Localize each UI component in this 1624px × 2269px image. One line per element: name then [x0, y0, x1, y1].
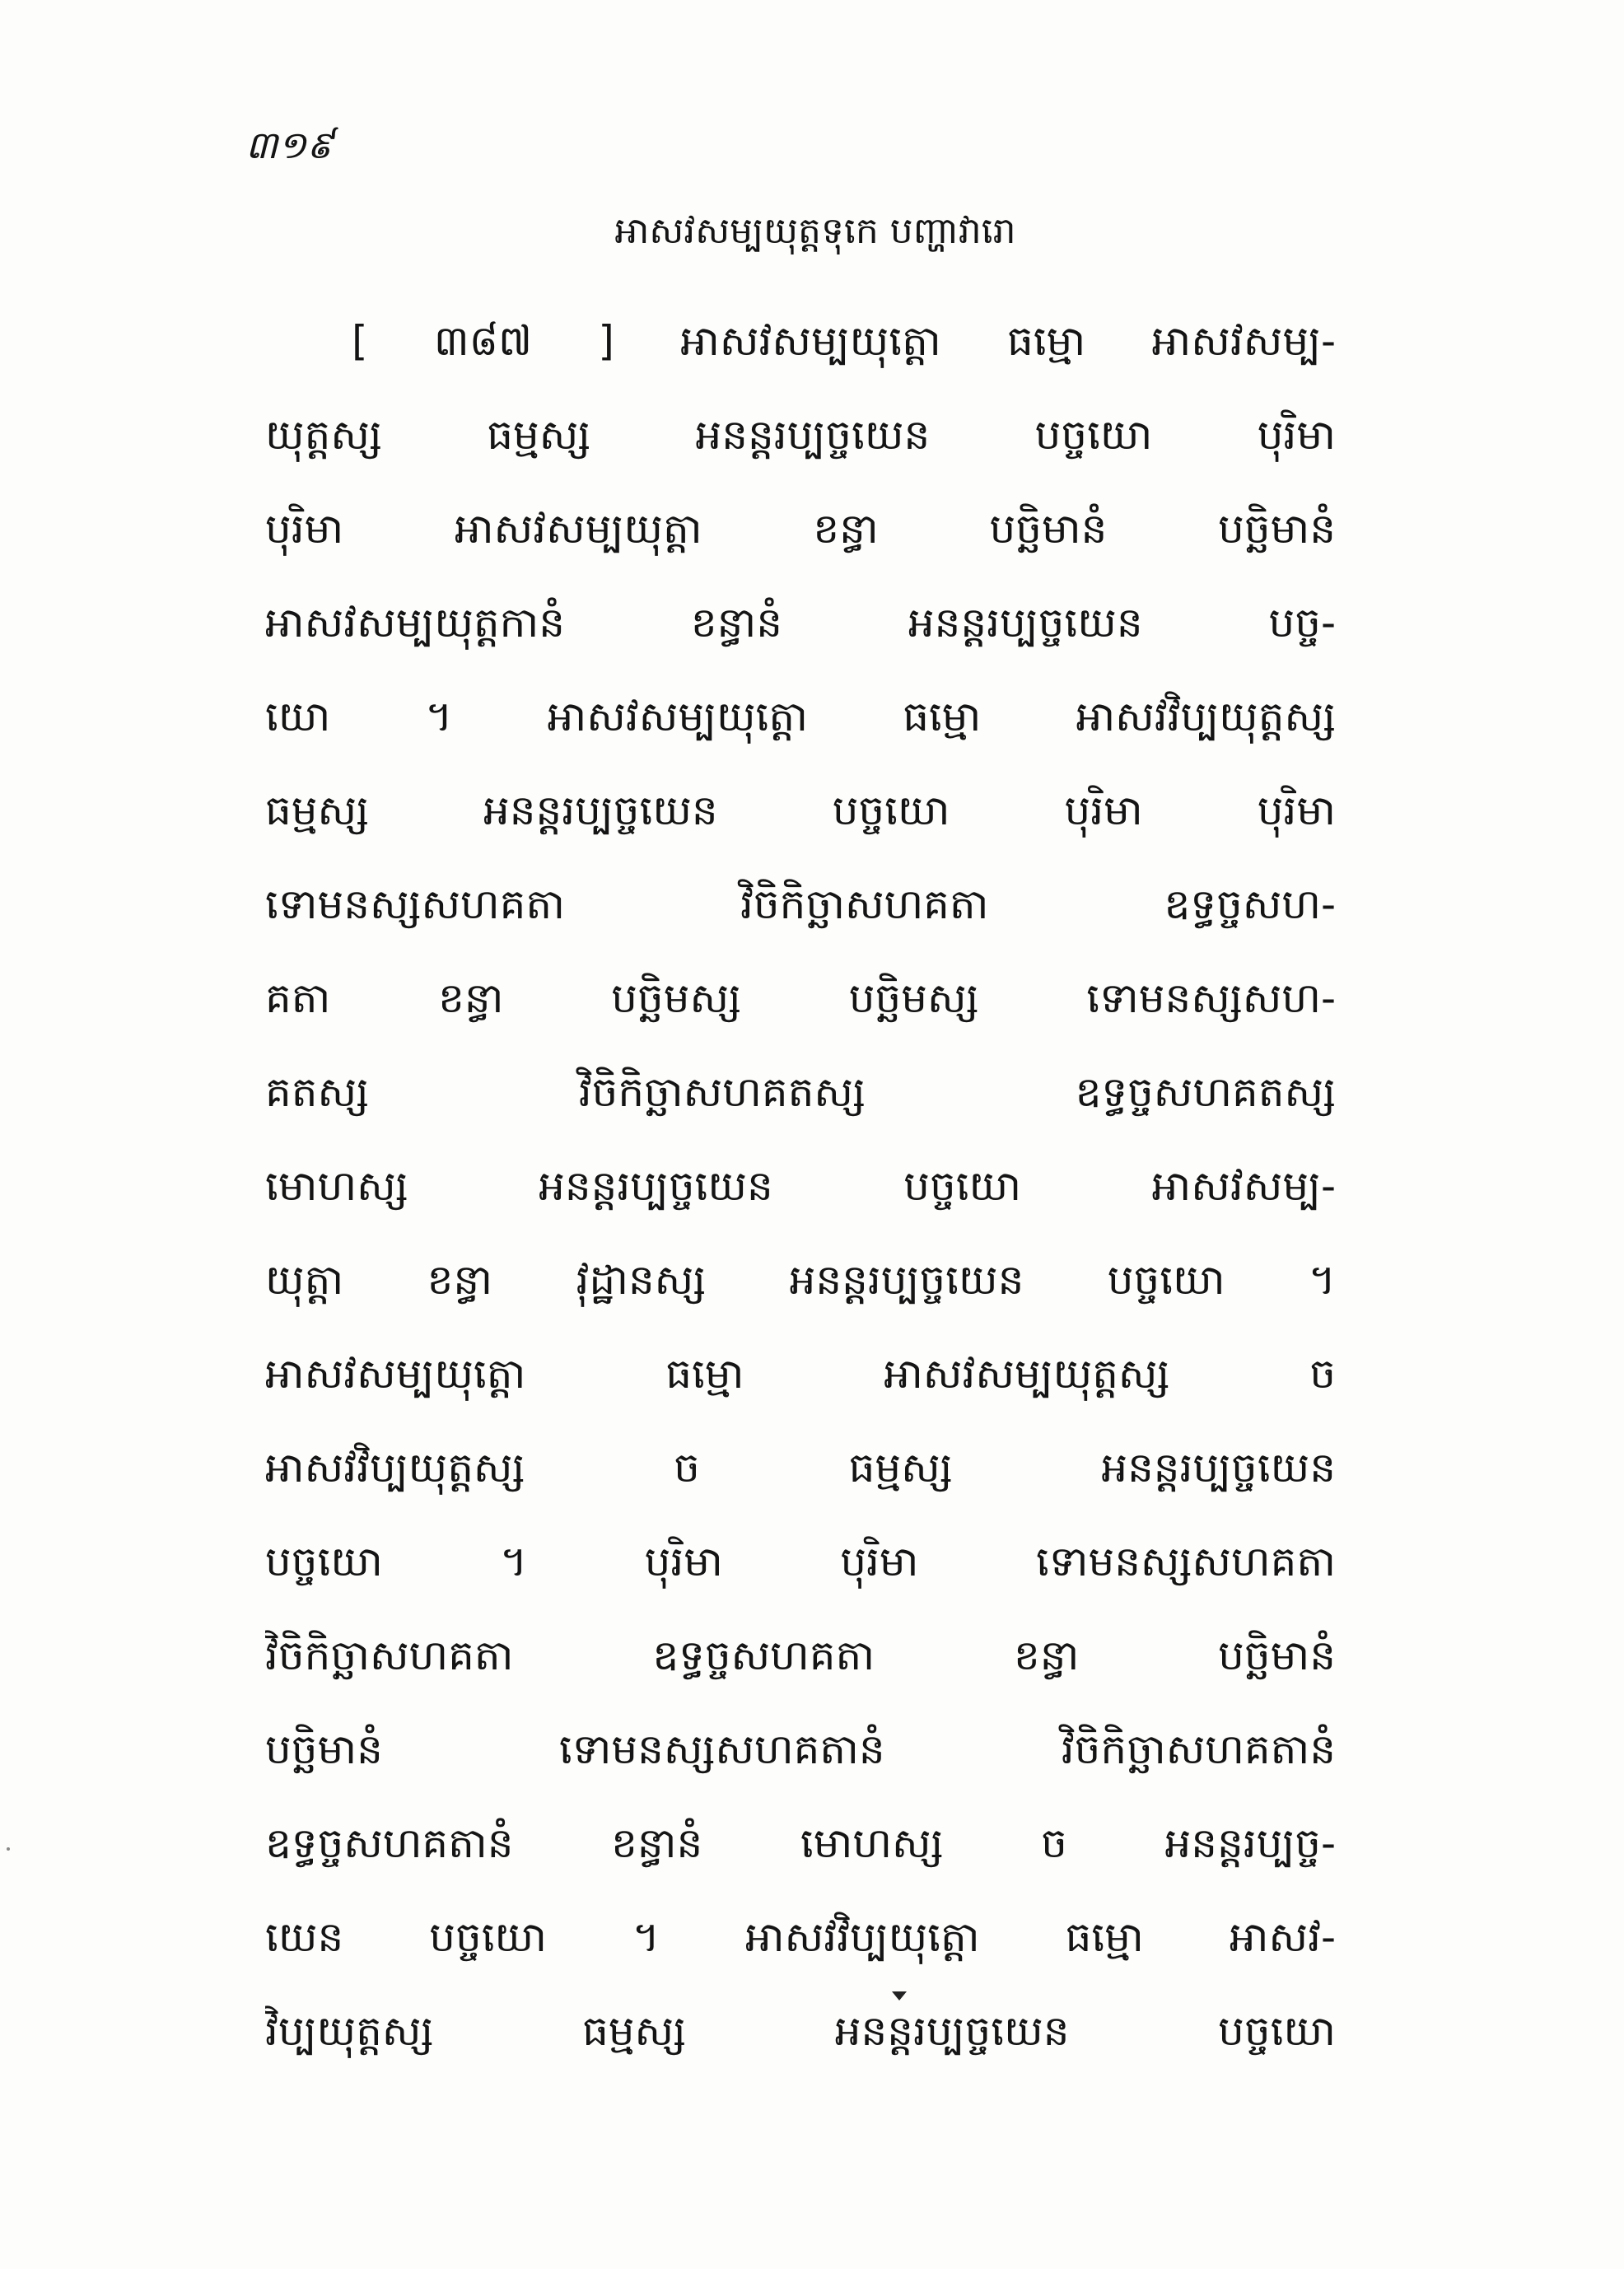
text-line: អាសវសម្បយុត្តកានំ ខន្ធានំ អនន្តរប្បច្ចយេន បច្ច- [265, 599, 1336, 647]
scan-dot [7, 1847, 10, 1851]
text-line: បច្ឆិមានំ ទោមនស្សសហគតានំ វិចិកិច្ឆាសហគតានំ [265, 1725, 1336, 1773]
text-line: [ ៣៨៧ ] អាសវសម្បយុត្តោ ធម្មោ អាសវសម្ប- [352, 317, 1336, 365]
text-line: យោ ។ អាសវសម្បយុត្តោ ធម្មោ អាសវវិប្បយុត្តស្ស [265, 693, 1336, 740]
scan-mark-icon [892, 1991, 907, 2001]
text-line: ឧទ្ធច្ចសហគតានំ ខន្ធានំ មោហស្ស ច អនន្តរប្បច្ច- [265, 1819, 1336, 1867]
section-heading: អាសវសម្បយុត្តទុកេ បញ្ហាវារោ [614, 210, 1016, 252]
text-line: ទោមនស្សសហគតា វិចិកិច្ឆាសហគតា ឧទ្ធច្ចសហ- [265, 880, 1336, 928]
text-line: យេន បច្ចយោ ។ អាសវវិប្បយុត្តោ ធម្មោ អាសវ- [265, 1913, 1336, 1961]
text-line: អាសវវិប្បយុត្តស្ស ច ធម្មស្ស អនន្តរប្បច្ចយេន [265, 1444, 1336, 1492]
text-line: ធម្មស្ស អនន្តរប្បច្ចយេន បច្ចយោ បុរិមា បុរិមា [265, 787, 1336, 834]
text-line: បុរិមា អាសវសម្បយុត្តា ខន្ធា បច្ឆិមានំ បច្ឆិមានំ [265, 505, 1336, 553]
text-line: មោហស្ស អនន្តរប្បច្ចយេន បច្ចយោ អាសវសម្ប- [265, 1162, 1336, 1210]
text-line: បច្ចយោ ។ បុរិមា បុរិមា ទោមនស្សសហគតា [265, 1538, 1336, 1585]
text-line: យុត្តា ខន្ធា វុដ្ឋានស្ស អនន្តរប្បច្ចយេន បច្ចយោ ។ [265, 1256, 1336, 1304]
text-line: គតស្ស វិចិកិច្ឆាសហគតស្ស ឧទ្ធច្ចសហគតស្ស [265, 1068, 1336, 1116]
text-line: វិប្បយុត្តស្ស ធម្មស្ស អនន្តរប្បច្ចយេន បច្ចយោ [265, 2007, 1336, 2055]
body-text [265, 294, 1336, 2078]
page-number: ៣១៩ [245, 123, 334, 167]
text-line: វិចិកិច្ឆាសហគតា ឧទ្ធច្ចសហគតា ខន្ធា បច្ឆិមានំ [265, 1632, 1336, 1679]
text-line: យុត្តស្ស ធម្មស្ស អនន្តរប្បច្ចយេន បច្ចយោ បុរិមា [265, 411, 1336, 459]
text-line: គតា ខន្ធា បច្ឆិមស្ស បច្ឆិមស្ស ទោមនស្សសហ- [265, 974, 1336, 1022]
text-line: អាសវសម្បយុត្តោ ធម្មោ អាសវសម្បយុត្តស្ស ច [265, 1350, 1336, 1398]
